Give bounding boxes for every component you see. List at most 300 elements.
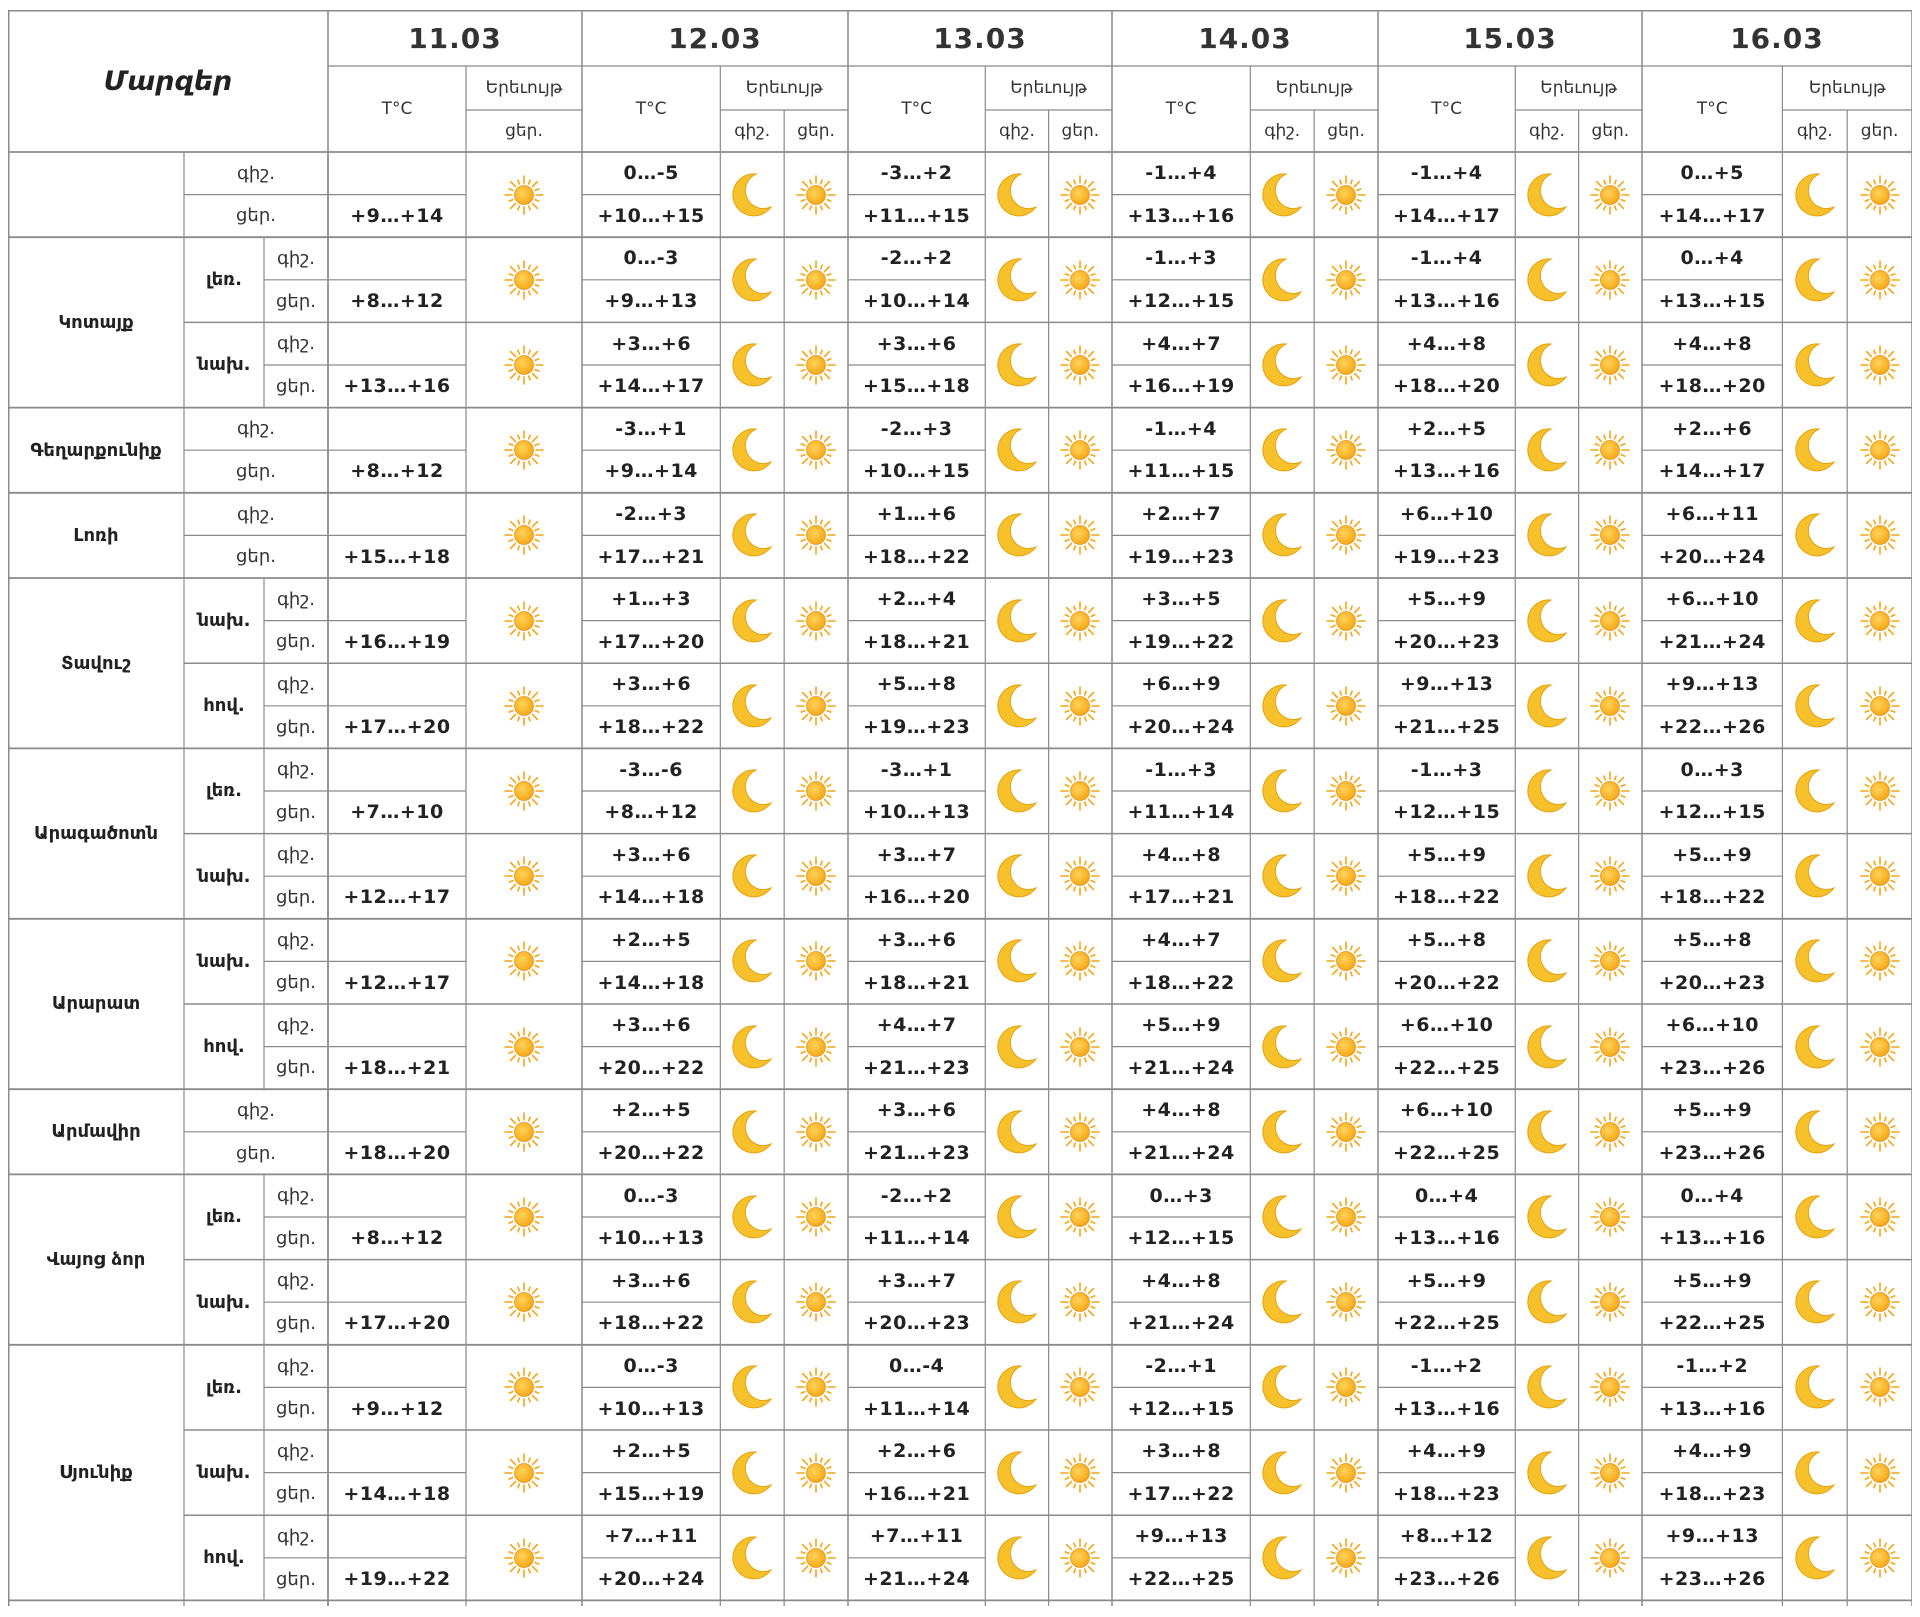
sun-icon [1847, 322, 1912, 407]
night-temp: +3…+6 [876, 1099, 957, 1122]
day-temp: +13…+16 [1658, 1227, 1766, 1250]
night-header: գիշ. [734, 121, 771, 141]
sun-icon [1579, 663, 1642, 748]
night-label: գիշ. [277, 1525, 315, 1547]
moon-icon [985, 1345, 1048, 1430]
sun-icon [1579, 919, 1642, 1004]
sun-icon [784, 1260, 848, 1345]
day-temp: +8…+12 [350, 290, 444, 313]
phenomenon-header: Երեւույթ [1275, 78, 1353, 98]
date-header: 12.03 [668, 21, 762, 55]
moon-icon [985, 1430, 1048, 1515]
region-name: Լոռի [73, 524, 119, 546]
day-temp: +23…+26 [1658, 1056, 1766, 1079]
sun-icon [784, 1515, 848, 1600]
day-temp: +17…+22 [1127, 1482, 1235, 1505]
moon-icon [985, 578, 1048, 663]
night-temp: 0…+3 [1680, 758, 1744, 781]
day-temp: +13…+16 [343, 375, 451, 398]
night-temp: -1…+3 [1145, 247, 1218, 270]
night-temp: +4…+8 [1141, 1269, 1222, 1292]
sun-icon [1847, 748, 1912, 833]
moon-icon [1782, 493, 1847, 578]
sun-icon [466, 919, 582, 1004]
moon-icon [1515, 408, 1578, 493]
moon-icon [1782, 1430, 1847, 1515]
sun-icon [784, 1430, 848, 1515]
day-label: ցեր. [276, 801, 316, 823]
night-temp: -3…+2 [880, 162, 953, 185]
sun-icon [1314, 1004, 1378, 1089]
moon-icon [1515, 1004, 1578, 1089]
day-temp: +18…+20 [1393, 375, 1501, 398]
night-temp: +6…+9 [1141, 673, 1222, 696]
day-temp: +21…+24 [1127, 1142, 1235, 1165]
night-temp: +3…+6 [611, 843, 692, 866]
night-temp: +3…+8 [1141, 1440, 1222, 1463]
day-temp: +19…+22 [343, 1568, 451, 1591]
night-temp: -3…+1 [880, 758, 953, 781]
night-temp: +9…+13 [1399, 673, 1494, 696]
night-temp: +2…+5 [1406, 417, 1487, 440]
night-temp: -2…+2 [880, 247, 953, 270]
moon-icon [720, 919, 784, 1004]
sun-icon [1314, 493, 1378, 578]
moon-icon [720, 322, 784, 407]
night-temp: +3…+7 [876, 843, 957, 866]
sun-icon [1847, 919, 1912, 1004]
moon-icon [1515, 1430, 1578, 1515]
moon-icon [720, 1174, 784, 1259]
day-temp: +20…+22 [597, 1056, 705, 1079]
night-temp: +7…+11 [604, 1525, 698, 1548]
day-temp: +19…+22 [1127, 630, 1235, 653]
night-header: գիշ. [1529, 121, 1565, 141]
region-name: Արագածոտն [33, 823, 159, 845]
moon-icon [985, 237, 1048, 322]
sun-icon [466, 1174, 582, 1259]
night-temp: +9…+13 [1134, 1525, 1228, 1548]
moon-icon [1515, 322, 1578, 407]
sun-icon [1579, 1174, 1642, 1259]
day-temp: +18…+22 [1127, 971, 1235, 994]
night-temp: +3…+7 [876, 1269, 957, 1292]
moon-icon [720, 663, 784, 748]
day-temp: +18…+20 [1658, 375, 1766, 398]
sun-icon [1049, 322, 1112, 407]
zone-label: նախ. [197, 1291, 251, 1313]
sun-icon [466, 408, 582, 493]
moon-icon [985, 1515, 1048, 1600]
moon-icon [1250, 1260, 1314, 1345]
night-temp: -3…+1 [615, 417, 688, 440]
moon-icon [1250, 408, 1314, 493]
night-temp: +3…+6 [876, 332, 957, 355]
sun-icon [784, 919, 848, 1004]
sun-icon [1847, 1345, 1912, 1430]
sun-icon [1579, 1430, 1642, 1515]
sun-icon [1314, 1515, 1378, 1600]
sun-icon [466, 1089, 582, 1174]
sun-icon [1314, 1430, 1378, 1515]
sun-icon [1847, 237, 1912, 322]
day-temp: +18…+22 [597, 716, 705, 739]
temp-column-header: T°C [635, 99, 667, 119]
day-temp: +17…+21 [597, 545, 705, 568]
zone-label: հով. [203, 695, 245, 717]
temp-column-header: T°C [381, 99, 413, 119]
zone-label: նախ. [197, 610, 251, 632]
sun-icon [1049, 748, 1112, 833]
sun-icon [784, 834, 848, 919]
day-temp: +15…+18 [343, 545, 451, 568]
sun-icon [1579, 578, 1642, 663]
moon-icon [985, 322, 1048, 407]
night-temp: +7…+11 [869, 1525, 964, 1548]
moon-icon [1250, 748, 1314, 833]
sun-icon [466, 663, 582, 748]
night-temp: -1…+3 [1145, 758, 1218, 781]
sun-icon [1049, 493, 1112, 578]
sun-icon [1049, 578, 1112, 663]
day-temp: +23…+26 [1393, 1568, 1501, 1591]
day-temp: +9…+14 [604, 460, 698, 483]
moon-icon [1782, 1515, 1847, 1600]
phenomenon-header: Երեւույթ [1010, 78, 1087, 98]
day-temp: +11…+15 [863, 204, 971, 227]
night-temp: +4…+9 [1672, 1440, 1753, 1463]
night-temp: +5…+9 [1406, 843, 1487, 866]
sun-icon [466, 237, 582, 322]
sun-icon [466, 322, 582, 407]
day-temp: +22…+25 [1393, 1056, 1501, 1079]
moon-icon [985, 834, 1048, 919]
moon-icon [720, 1004, 784, 1089]
day-temp: +17…+21 [1127, 886, 1235, 909]
day-temp: +18…+21 [343, 1056, 451, 1079]
moon-icon [985, 408, 1048, 493]
night-temp: +3…+6 [876, 929, 957, 952]
moon-icon [720, 834, 784, 919]
day-temp: +19…+23 [1393, 545, 1501, 568]
moon-icon [1515, 919, 1578, 1004]
day-temp: +8…+12 [350, 1227, 444, 1250]
sun-icon [1847, 1430, 1912, 1515]
day-temp: +18…+22 [1658, 886, 1766, 909]
day-temp: +21…+25 [1393, 716, 1501, 739]
sun-icon [1049, 1345, 1112, 1430]
day-label: ցեր. [236, 546, 276, 568]
sun-icon [1314, 919, 1378, 1004]
sun-icon [466, 1515, 582, 1600]
moon-icon [1782, 322, 1847, 407]
day-temp: +20…+22 [1393, 971, 1501, 994]
sun-icon [784, 1004, 848, 1089]
date-header: 11.03 [408, 21, 502, 55]
moon-icon [985, 1260, 1048, 1345]
sun-icon [1049, 237, 1112, 322]
sun-icon [466, 1004, 582, 1089]
day-header: ցեր. [505, 121, 543, 141]
sun-icon [1314, 834, 1378, 919]
moon-icon [1515, 152, 1578, 237]
day-label: ցեր. [276, 886, 316, 908]
sun-icon [1049, 663, 1112, 748]
moon-icon [1250, 1089, 1314, 1174]
night-temp: +5…+9 [1406, 1269, 1487, 1292]
sun-icon [1579, 1345, 1642, 1430]
day-temp: +19…+23 [1127, 545, 1235, 568]
night-temp: +5…+8 [1406, 929, 1487, 952]
day-temp: +8…+12 [604, 801, 698, 824]
moon-icon [720, 237, 784, 322]
day-temp: +13…+16 [1393, 1227, 1501, 1250]
day-temp: +13…+16 [1393, 460, 1501, 483]
night-temp: 0…-5 [623, 162, 679, 185]
day-temp: +21…+24 [1658, 630, 1766, 653]
sun-icon [1847, 578, 1912, 663]
day-temp: +13…+16 [1127, 204, 1235, 227]
night-temp: -2…+1 [1145, 1355, 1218, 1378]
temp-column-header: T°C [901, 99, 933, 119]
day-label: ցեր. [276, 1312, 316, 1334]
night-temp: +6…+10 [1399, 1099, 1494, 1122]
night-label: գիշ. [237, 162, 275, 184]
night-label: գիշ. [277, 844, 315, 866]
zone-label: լեռ. [206, 1376, 242, 1398]
day-temp: +8…+12 [350, 460, 444, 483]
sun-icon [1049, 1430, 1112, 1515]
moon-icon [1250, 663, 1314, 748]
night-temp: 0…+4 [1414, 1184, 1479, 1207]
night-temp: +2…+5 [611, 929, 692, 952]
night-label: գիշ. [277, 1185, 315, 1207]
sun-icon [1579, 1260, 1642, 1345]
zone-label: լեռ. [206, 269, 242, 291]
moon-icon [985, 919, 1048, 1004]
date-header: 16.03 [1730, 21, 1824, 55]
day-temp: +21…+23 [863, 1142, 971, 1165]
moon-icon [985, 493, 1048, 578]
night-label: գիշ. [277, 1440, 315, 1462]
night-temp: +3…+6 [611, 1269, 692, 1292]
moon-icon [1250, 919, 1314, 1004]
day-header: ցեր. [1327, 121, 1365, 141]
moon-icon [1515, 834, 1578, 919]
day-temp: +19…+23 [863, 716, 971, 739]
day-temp: +11…+14 [1127, 801, 1235, 824]
moon-icon [1782, 237, 1847, 322]
night-label: գիշ. [277, 1270, 315, 1292]
moon-icon [1515, 1515, 1578, 1600]
moon-icon [1782, 578, 1847, 663]
night-temp: +2…+5 [611, 1099, 692, 1122]
night-temp: +8…+12 [1399, 1525, 1494, 1548]
night-temp: +6…+10 [1665, 1014, 1759, 1037]
sun-icon [1847, 1515, 1912, 1600]
moon-icon [720, 1515, 784, 1600]
sun-icon [1847, 663, 1912, 748]
day-temp: +12…+15 [1127, 1397, 1235, 1420]
day-temp: +20…+23 [1393, 630, 1501, 653]
night-temp: -3…-6 [619, 758, 684, 781]
sun-icon [1049, 152, 1112, 237]
moon-icon [985, 663, 1048, 748]
day-temp: +15…+18 [863, 375, 971, 398]
sun-icon [1579, 152, 1642, 237]
night-temp: 0…-3 [623, 1355, 679, 1378]
day-temp: +10…+15 [863, 460, 971, 483]
night-temp: +6…+10 [1665, 588, 1759, 611]
day-temp: +13…+16 [1393, 290, 1501, 313]
moon-icon [720, 1260, 784, 1345]
moon-icon [1250, 1345, 1314, 1430]
day-temp: +10…+15 [597, 204, 705, 227]
night-temp: 0…+3 [1149, 1184, 1213, 1207]
sun-icon [1579, 493, 1642, 578]
moon-icon [1782, 408, 1847, 493]
night-temp: +5…+9 [1406, 588, 1487, 611]
night-temp: +4…+8 [1141, 1099, 1222, 1122]
night-temp: 0…-3 [623, 1184, 679, 1207]
sun-icon [784, 1089, 848, 1174]
sun-icon [1314, 1174, 1378, 1259]
sun-icon [784, 322, 848, 407]
night-header: գիշ. [1796, 121, 1833, 141]
sun-icon [1579, 322, 1642, 407]
day-temp: +22…+25 [1127, 1568, 1235, 1591]
night-temp: +5…+8 [876, 673, 957, 696]
night-temp: +4…+9 [1406, 1440, 1487, 1463]
moon-icon [1515, 1345, 1578, 1430]
day-temp: +22…+25 [1658, 1312, 1766, 1335]
region-name: Արարատ [51, 993, 141, 1015]
day-temp: +10…+13 [597, 1397, 705, 1420]
night-label: գիշ. [277, 588, 315, 610]
sun-icon [784, 663, 848, 748]
sun-icon [466, 834, 582, 919]
day-temp: +12…+15 [1127, 290, 1235, 313]
day-label: ցեր. [276, 631, 316, 653]
moon-icon [1515, 1089, 1578, 1174]
day-header: ցեր. [1860, 121, 1899, 141]
sun-icon [1579, 237, 1642, 322]
moon-icon [1250, 1174, 1314, 1259]
moon-icon [985, 1004, 1048, 1089]
night-label: գիշ. [277, 333, 315, 355]
moon-icon [1782, 1174, 1847, 1259]
night-temp: -1…+2 [1676, 1355, 1749, 1378]
night-temp: +3…+5 [1141, 588, 1222, 611]
day-label: ցեր. [276, 375, 316, 397]
date-header: 14.03 [1198, 21, 1292, 55]
day-temp: +18…+21 [863, 971, 971, 994]
moon-icon [1782, 1260, 1847, 1345]
moon-icon [1250, 152, 1314, 237]
moon-icon [720, 578, 784, 663]
phenomenon-header: Երեւույթ [485, 78, 563, 98]
sun-icon [1579, 748, 1642, 833]
night-temp: +9…+13 [1665, 1525, 1759, 1548]
night-temp: -1…+4 [1410, 162, 1483, 185]
sun-icon [1314, 408, 1378, 493]
sun-icon [1847, 493, 1912, 578]
day-temp: +18…+22 [597, 1312, 705, 1335]
moon-icon [1515, 578, 1578, 663]
day-temp: +14…+18 [597, 886, 705, 909]
moon-icon [1515, 748, 1578, 833]
day-temp: +16…+19 [343, 630, 451, 653]
night-temp: +5…+9 [1141, 1014, 1222, 1037]
day-temp: +14…+17 [1658, 460, 1766, 483]
moon-icon [1782, 834, 1847, 919]
day-temp: +16…+21 [863, 1482, 971, 1505]
day-temp: +21…+24 [863, 1568, 971, 1591]
day-temp: +18…+22 [863, 545, 971, 568]
phenomenon-header: Երեւույթ [1808, 78, 1886, 98]
day-temp: +22…+25 [1393, 1312, 1501, 1335]
day-temp: +20…+23 [1658, 971, 1766, 994]
moon-icon [985, 1174, 1048, 1259]
night-temp: +6…+10 [1399, 1014, 1494, 1037]
zone-label: նախ. [197, 950, 251, 972]
day-temp: +14…+17 [1393, 204, 1501, 227]
moon-icon [1250, 578, 1314, 663]
moon-icon [720, 152, 784, 237]
day-temp: +17…+20 [343, 716, 451, 739]
night-temp: +3…+6 [611, 332, 692, 355]
sun-icon [1049, 1515, 1112, 1600]
temp-column-header: T°C [1696, 99, 1728, 119]
night-temp: -1…+4 [1410, 247, 1483, 270]
region-name: Վայոց ձոր [46, 1249, 146, 1271]
sun-icon [1579, 1004, 1642, 1089]
day-temp: +7…+10 [350, 801, 444, 824]
day-label: ցեր. [276, 1057, 316, 1079]
sun-icon [1314, 322, 1378, 407]
night-temp: -1…+4 [1145, 162, 1218, 185]
moon-icon [720, 1430, 784, 1515]
night-label: գիշ. [277, 673, 315, 695]
night-temp: +5…+8 [1672, 929, 1753, 952]
sun-icon [784, 1345, 848, 1430]
day-temp: +15…+19 [597, 1482, 705, 1505]
day-label: ցեր. [276, 1398, 316, 1420]
sun-icon [784, 408, 848, 493]
day-temp: +10…+13 [863, 801, 971, 824]
night-label: գիշ. [237, 1099, 275, 1121]
day-header: ցեր. [797, 121, 835, 141]
night-temp: 0…+4 [1680, 247, 1744, 270]
day-label: ցեր. [236, 1142, 276, 1164]
day-temp: +23…+26 [1658, 1142, 1766, 1165]
night-temp: +4…+8 [1406, 332, 1487, 355]
day-temp: +12…+15 [1393, 801, 1501, 824]
sun-icon [1847, 408, 1912, 493]
day-temp: +21…+23 [863, 1056, 971, 1079]
night-temp: +4…+8 [1141, 843, 1222, 866]
day-temp: +9…+14 [350, 204, 444, 227]
day-temp: +22…+26 [1658, 716, 1766, 739]
night-temp: +6…+11 [1665, 503, 1759, 526]
moon-icon [1250, 1515, 1314, 1600]
sun-icon [784, 578, 848, 663]
sun-icon [784, 493, 848, 578]
sun-icon [466, 152, 582, 237]
sun-icon [784, 1174, 848, 1259]
sun-icon [1314, 748, 1378, 833]
zone-label: լեռ. [206, 1206, 242, 1228]
